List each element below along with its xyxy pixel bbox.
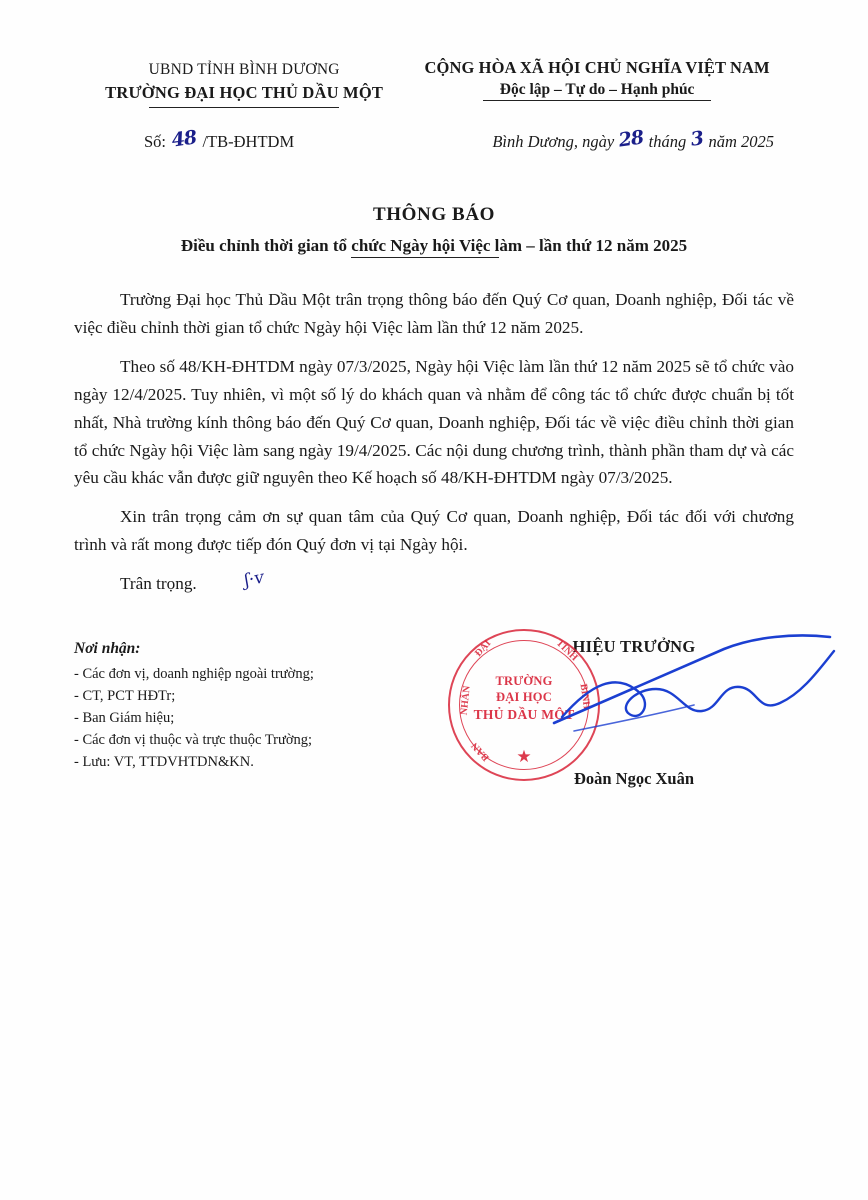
recipients-title: Nơi nhận: [74, 639, 141, 657]
body-paragraph: Xin trân trọng cảm ơn sự quan tâm của Quý Cơ quan, Doanh nghiệp, Đối tác đối với chương trình và rất mong được tiếp đón Quý đơn vị tại Ngày hội. [74, 507, 794, 555]
dateline-month-label: tháng [648, 132, 687, 152]
seal-arc-text: NHÂN [458, 684, 473, 716]
dateline-day-handwritten: 28 [617, 126, 645, 152]
reference-and-date-row [0, 108, 868, 152]
document-subtitle-text: Điều chỉnh thời gian tổ chức Ngày hội Việc làm – lần thứ 12 năm 2025 [180, 236, 688, 256]
university-name-line: TRƯỜNG ĐẠI HỌC THỦ DẦU MỘT [105, 83, 384, 103]
signatory-title: HIỆU TRƯỞNG [572, 636, 696, 656]
seal-arc-text: BÌNH [577, 682, 593, 710]
signatory-name: Đoàn Ngọc Xuân [573, 768, 695, 788]
national-motto: Độc lập – Tự do – Hạnh phúc [499, 81, 695, 98]
closing-line [74, 567, 794, 599]
national-heading-block [398, 58, 796, 108]
province-authority-line: UBND TỈNH BÌNH DƯƠNG [148, 61, 340, 78]
body-paragraph: Theo số 48/KH-ĐHTDM ngày 07/3/2025, Ngày hội Việc làm lần thứ 12 năm 2025 sẽ tổ chức vào ngày 12/4/2025. Tuy nhiên, vì một số lý do khách quan và nhằm để công tác tổ chức được chuẩn bị tốt nhất, Nhà trường kính thông báo đến Quý Cơ quan, Doanh nghiệp, Đối tác về việc điều chỉnh thời gian tổ chức Ngày hội Việc làm sang ngày 19/4/2025. Các nội dung chương trình, thành phần tham dự và các yêu cầu khác vẫn được giữ nguyên theo Kế hoạch số 48/KH-ĐHTDM ngày 07/3/2025. [74, 357, 794, 488]
seal-center-line2: ĐẠI HỌC [496, 690, 552, 705]
dateline-month-handwritten: 3 [689, 127, 705, 152]
recipient-item: - Các đơn vị, doanh nghiệp ngoài trường; [74, 666, 314, 683]
body-paragraph: Trường Đại học Thủ Dầu Một trân trọng thông báo đến Quý Cơ quan, Doanh nghiệp, Đối tác về việc điều chỉnh thời gian tổ chức Ngày hội Việc làm lần thứ 12 năm 2025. [74, 290, 794, 338]
seal-star-icon: ★ [516, 746, 532, 766]
signature-block [458, 636, 794, 789]
document-number-handwritten: 48 [170, 126, 198, 152]
national-name: CỘNG HÒA XÃ HỘI CHỦ NGHĨA VIỆT NAM [424, 58, 770, 77]
document-number [72, 126, 295, 152]
seal-arc-text: TỈNH [554, 637, 581, 663]
document-subtitle [181, 236, 687, 256]
seal-inner-ring [459, 637, 589, 770]
document-title-block [0, 204, 868, 256]
seal-arc-text: ĐẠI [472, 637, 494, 659]
recipient-item: - Lưu: VT, TTDVHTDN&KN. [74, 754, 254, 771]
issuing-authority-block [72, 58, 398, 108]
closing-text: Trân trọng. [120, 574, 197, 594]
header-right-rule [483, 100, 711, 101]
dateline-place: Bình Dương, ngày [492, 132, 615, 152]
document-footer [0, 637, 868, 789]
recipient-item: - CT, PCT HĐTr; [74, 688, 176, 705]
dateline [492, 126, 796, 152]
document-title: THÔNG BÁO [372, 204, 496, 226]
header-left-rule [149, 107, 339, 108]
seal-center-line1: TRƯỜNG [495, 673, 553, 688]
seal-arc-text: BAN [469, 739, 492, 763]
document-number-suffix: /TB-ĐHTDM [202, 132, 295, 152]
closing-initial-mark: ʃ·ᴠ [242, 567, 266, 592]
document-body [0, 256, 868, 598]
recipient-item: - Các đơn vị thuộc và trực thuộc Trường; [74, 732, 313, 749]
subtitle-underline [351, 257, 499, 258]
seal-center-text [448, 673, 600, 724]
dateline-year: năm 2025 [708, 132, 774, 152]
document-header [0, 0, 868, 108]
recipients-block [74, 637, 434, 789]
recipient-item: - Ban Giám hiệu; [74, 710, 175, 727]
seal-center-line3: THỦ DẦU MỘT [473, 706, 575, 722]
document-number-label: Số: [144, 132, 167, 152]
